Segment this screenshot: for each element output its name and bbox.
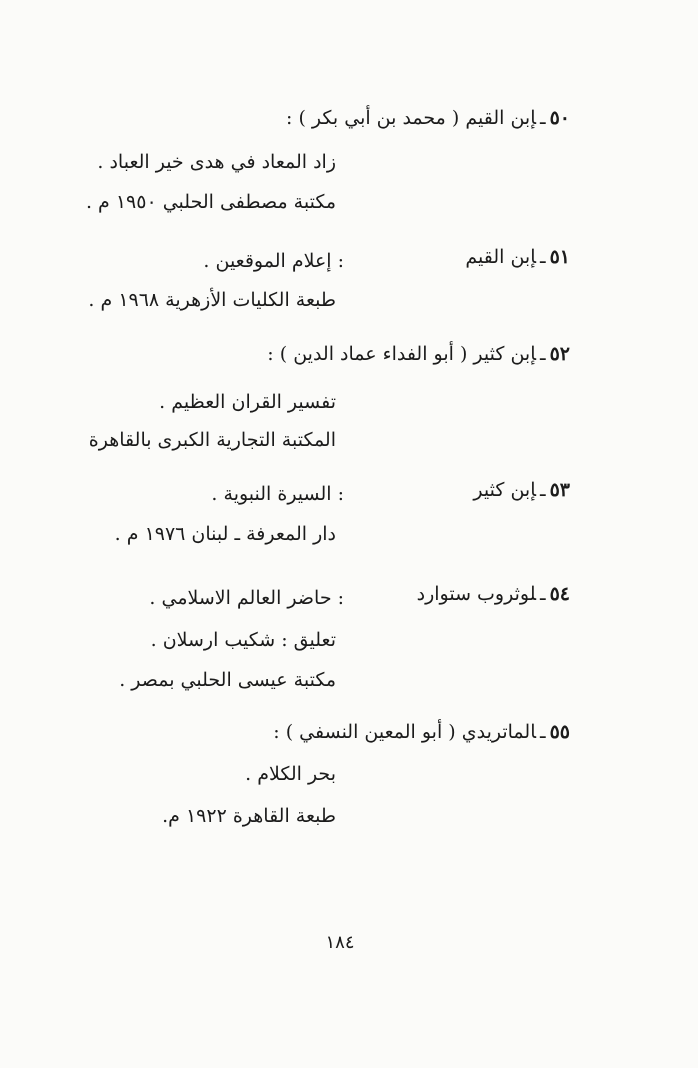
entry-50-title: زاد المعاد في هدى خير العباد . (97, 151, 336, 173)
entry-author: الماتريدي ( أبو المعين النسفي ) : (273, 721, 536, 743)
entry-author: لوثروب ستوارد (416, 583, 536, 605)
entry-number: ٥٥ (549, 721, 570, 743)
entry-author: إبن القيم ( محمد بن أبي بكر ) : (286, 107, 536, 129)
entry-number: ٥٤ (549, 583, 570, 605)
entry-54-heading (417, 582, 570, 606)
dash-separator: ـ (540, 721, 546, 743)
entry-number: ٥٠ (549, 107, 570, 129)
entry-54-title: : حاضر العالم الاسلامي . (149, 587, 344, 609)
entry-53-title: : السيرة النبوية . (211, 483, 344, 505)
entry-54-comment: تعليق : شكيب ارسلان . (150, 629, 336, 651)
entry-51-heading (465, 245, 570, 269)
entry-53-heading (473, 478, 570, 502)
entry-51-publisher: طبعة الكليات الأزهرية ١٩٦٨ م . (88, 289, 336, 311)
dash-separator: ـ (540, 246, 546, 268)
entry-55-title: بحر الكلام . (245, 763, 336, 785)
entry-author: إبن القيم (465, 246, 536, 268)
entry-55-publisher: طبعة القاهرة ١٩٢٢ م. (162, 805, 336, 827)
entry-52-heading (267, 342, 570, 366)
entry-author: إبن كثير (473, 479, 536, 501)
entry-51-title: : إعلام الموقعين . (203, 250, 344, 272)
entry-54-publisher: مكتبة عيسى الحلبي بمصر . (119, 669, 336, 691)
page-number: ١٨٤ (325, 932, 355, 953)
entry-number: ٥١ (549, 246, 570, 268)
entry-number: ٥٣ (549, 479, 570, 501)
entry-number: ٥٢ (549, 343, 570, 365)
entry-55-heading (273, 720, 570, 744)
dash-separator: ـ (540, 343, 546, 365)
entry-author: إبن كثير ( أبو الفداء عماد الدين ) : (267, 343, 536, 365)
entry-52-title: تفسير القران العظيم . (159, 391, 336, 413)
dash-separator: ـ (540, 583, 546, 605)
dash-separator: ـ (540, 107, 546, 129)
entry-53-publisher: دار المعرفة ـ لبنان ١٩٧٦ م . (114, 523, 336, 545)
entry-52-publisher: المكتبة التجارية الكبرى بالقاهرة (88, 429, 336, 451)
entry-50-heading (286, 106, 570, 130)
entry-50-publisher: مكتبة مصطفى الحلبي ١٩٥٠ م . (85, 191, 336, 213)
dash-separator: ـ (540, 479, 546, 501)
